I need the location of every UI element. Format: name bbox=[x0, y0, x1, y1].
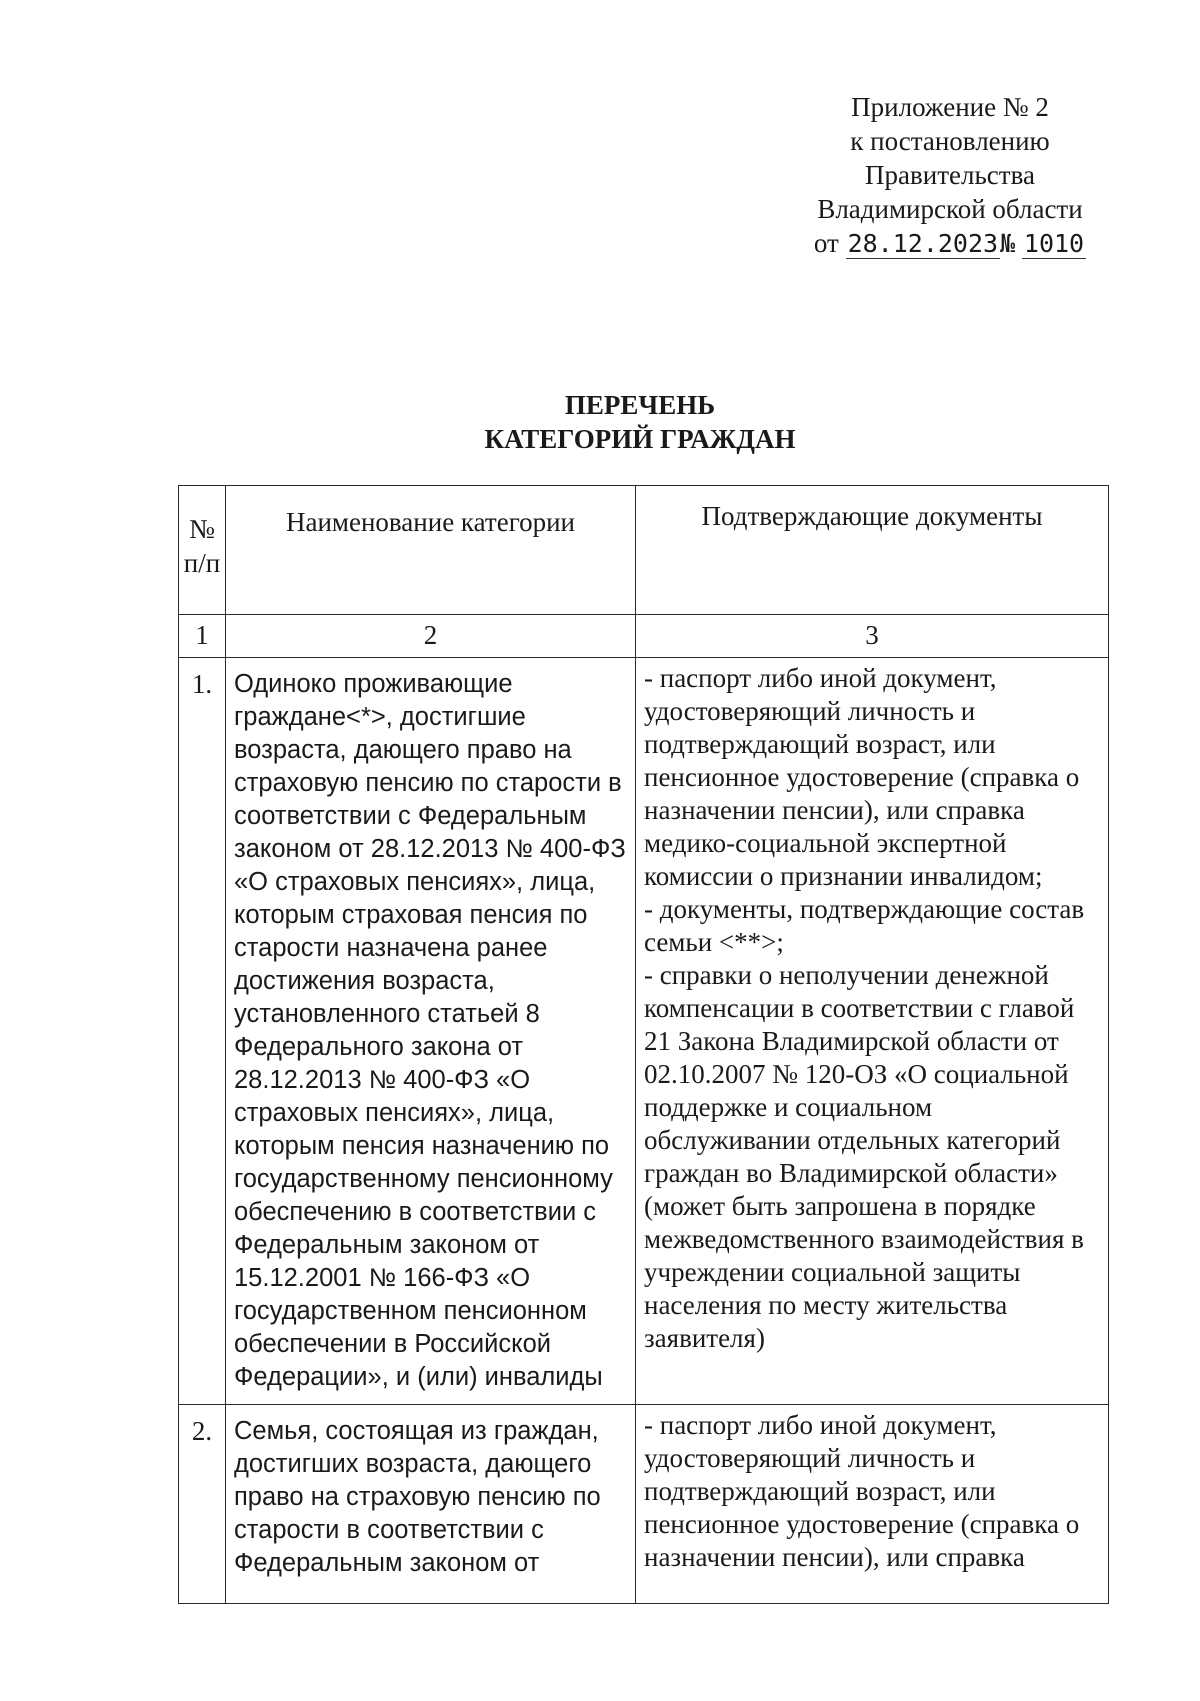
row-documents bbox=[636, 658, 1109, 1405]
document-item: - паспорт либо иной документ, удостоверяющий личность и подтверждающий возраст, или пенсионное удостоверение (справка о назначении пенсии), или справка медико-социальной экспертной комиссии о признании инвалидом; bbox=[644, 663, 1080, 891]
decree-date: 28.12.2023 bbox=[847, 229, 999, 258]
row-number: 2. bbox=[179, 1405, 226, 1604]
document-item: - паспорт либо иной документ, удостоверяющий личность и подтверждающий возраст, или пенсионное удостоверение (справка о назначении пенсии), или справка bbox=[644, 1410, 1080, 1572]
title-line-1: ПЕРЕЧЕНЬ bbox=[564, 390, 716, 420]
appendix-date-line bbox=[790, 226, 1110, 261]
header-category: Наименование категории bbox=[226, 486, 636, 615]
appendix-line-4: Владимирской области bbox=[817, 194, 1083, 224]
appendix-line-1: Приложение № 2 bbox=[851, 92, 1049, 122]
header-documents: Подтверждающие документы bbox=[636, 486, 1109, 615]
column-number-1: 1 bbox=[179, 615, 226, 658]
document-item: - документы, подтверждающие состав семьи <**>; bbox=[644, 894, 1085, 957]
header-number-sign: № bbox=[189, 514, 215, 544]
row-documents bbox=[636, 1405, 1109, 1604]
appendix-header bbox=[790, 90, 1110, 261]
header-number-pp: п/п bbox=[183, 548, 221, 578]
appendix-line-2: к постановлению bbox=[850, 126, 1050, 156]
row-number: 1. bbox=[179, 658, 226, 1405]
row-category: Семья, состоящая из граждан, достигших возраста, дающего право на страховую пенсию по старости в соответствии с Федеральным законом от bbox=[226, 1405, 636, 1604]
column-number-2: 2 bbox=[226, 615, 636, 658]
document-item: - справки о неполучении денежной компенсации в соответствии с главой 21 Закона Владимирской области от 02.10.2007 № 120-ОЗ «О социальной поддержке и социальном обслуживании отдельных категорий граждан во Владимирской области» (может быть запрошена в порядке межведомственного взаимодействия в учреждении социальной защиты населения по месту жительства заявителя) bbox=[644, 960, 1084, 1353]
row-category: Одиноко проживающие граждане<*>, достигшие возраста, дающего право на страховую пенсию по старости в соответствии с Федеральным законом от 28.12.2013 № 400-ФЗ «О страховых пенсиях», лица, которым страховая пенсия по старости назначена ранее достижения возраста, установленного статьей 8 Федерального закона от 28.12.2013 № 400-ФЗ «О страховых пенсиях», лица, которым пенсия назначению по государственному пенсионному обеспечению в соответствии с Федеральным законом от 15.12.2001 № 166-ФЗ «О государственном пенсионном обеспечении в Российской Федерации», и (или) инвалиды bbox=[226, 658, 636, 1405]
column-number-3: 3 bbox=[636, 615, 1109, 658]
table-row bbox=[179, 658, 1109, 1405]
document-title bbox=[300, 388, 980, 456]
decree-number: 1010 bbox=[1023, 229, 1085, 258]
table-row bbox=[179, 1405, 1109, 1604]
header-number bbox=[179, 486, 226, 615]
table-header-row bbox=[179, 486, 1109, 615]
date-prefix: от bbox=[813, 228, 839, 258]
number-prefix: № bbox=[1000, 229, 1016, 258]
title-line-2: КАТЕГОРИЙ ГРАЖДАН bbox=[484, 424, 796, 454]
column-numbers-row bbox=[179, 615, 1109, 658]
categories-table bbox=[178, 485, 1109, 1604]
appendix-line-3: Правительства bbox=[865, 160, 1035, 190]
